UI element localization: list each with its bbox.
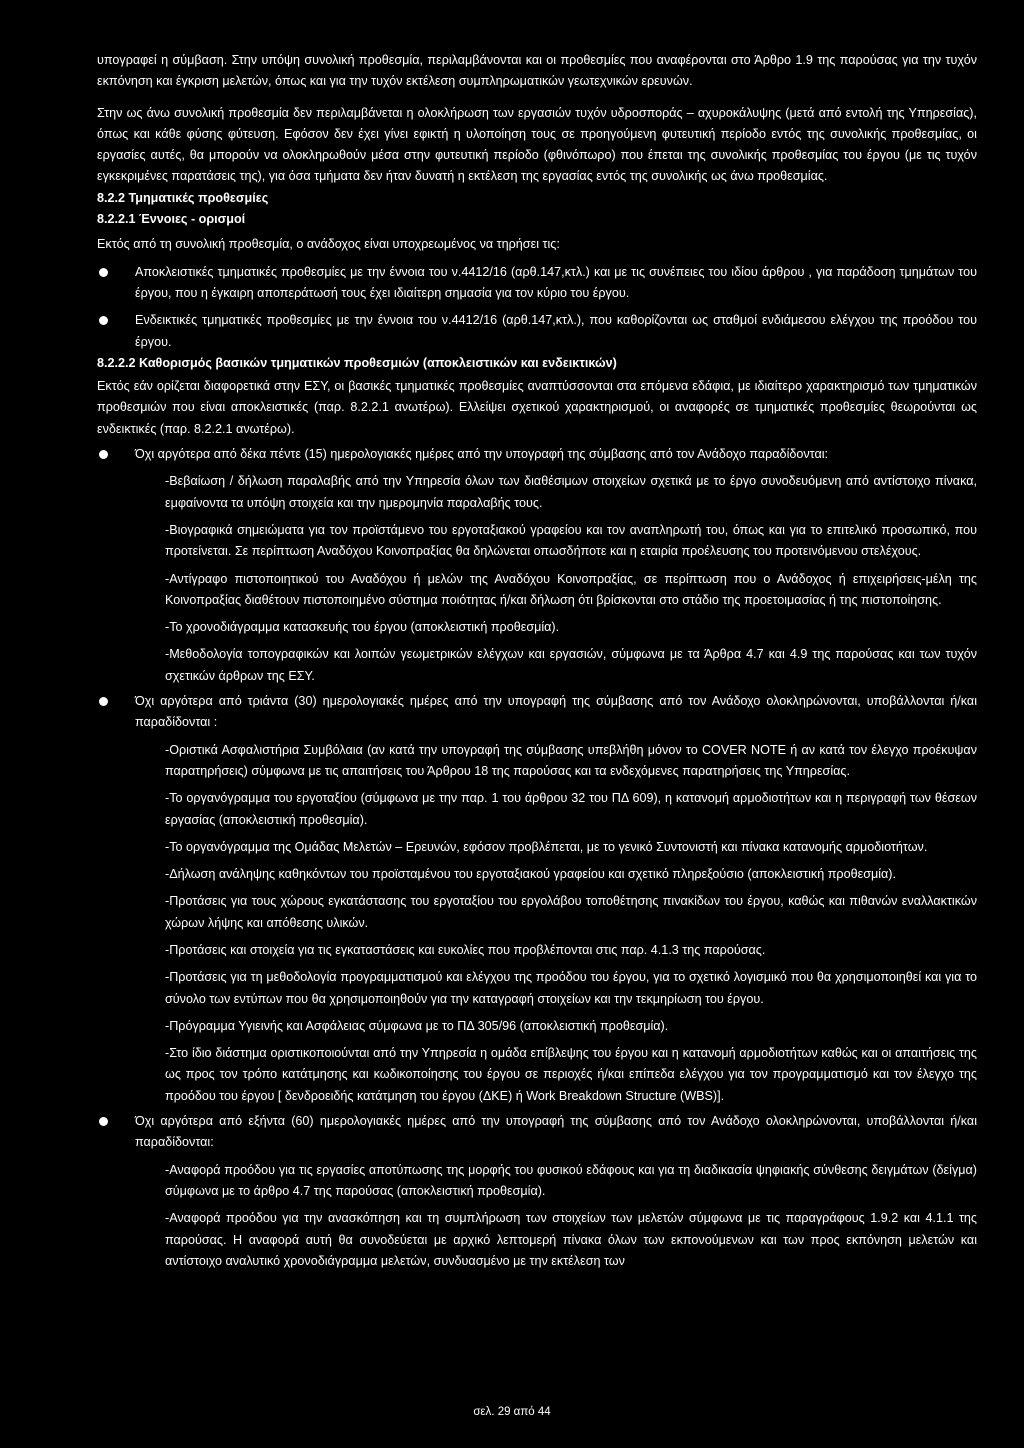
bullet-icon <box>99 316 108 325</box>
sub-item: -Το οργανόγραμμα της Ομάδας Μελετών – Ερευνών, εφόσον προβλέπεται, με το γενικό Συντονιστή και πίνακα κατανομής αρμοδιοτήτων. <box>165 839 928 854</box>
list-item-indicative-deadlines <box>97 310 977 353</box>
paragraph-overall-deadline: υπογραφεί η σύμβαση. Στην υπόψη συνολική προθεσμία, περιλαμβάνονται και οι προθεσμίες που αναφέρονται στο Άρθρο 1.9 της παρούσας για την τυχόν εκπόνηση και έγκριση μελετών, όπως και για την τυχόν εκτέλεση συμπληρωματικών γεωτεχνικών ερευνών. <box>97 53 977 89</box>
bullet-icon <box>99 1117 108 1126</box>
document-page <box>97 50 977 1272</box>
sub-item: -Προτάσεις για τους χώρους εγκατάστασης του εργοταξίου του εργολάβου τοποθέτησης πινακίδων του έργου, καθώς και πιθανών εναλλακτικών χώρων λήψης και απόθεσης υλικών. <box>165 894 977 930</box>
page-number: σελ. 29 από 44 <box>473 1406 551 1418</box>
deadline-30-days <box>97 691 977 734</box>
deadline-15-days <box>97 444 977 465</box>
bullet-icon <box>99 268 108 277</box>
sub-item: -Προτάσεις για τη μεθοδολογία προγραμματισμού και ελέγχου της προόδου του έργου, για το σχετικό λογισμικό που θα χρησιμοποιηθεί και για το σύνολο των εντύπων που θα χρησιμοποιηθούν για την καταγραφή στοιχείων και την τεκμηρίωση του έργου. <box>165 970 977 1006</box>
sub-item: -Προτάσεις και στοιχεία για τις εγκαταστάσεις και ευκολίες που προβλέπονται στις παρ. 4.1.3 της παρούσας. <box>165 942 766 957</box>
bullet-icon <box>99 697 108 706</box>
section-heading-8-2-2-2: 8.2.2.2 Καθορισμός βασικών τμηματικών προθεσμιών (αποκλειστικών και ενδεικτικών) <box>97 355 617 370</box>
sub-item: -Αναφορά προόδου για τις εργασίες αποτύπωσης της μορφής του φυσικού εδάφους και για τη διαδικασία ψηφιακής σύνθεσης δειγμάτων (δείγμα) σύμφωνα με το άρθρο 4.7 της παρούσας (αποκλειστική προθεσμία). <box>165 1162 977 1198</box>
section-heading-8-2-2: 8.2.2 Τμηματικές προθεσμίες <box>97 190 269 205</box>
list-item-exclusive-deadlines <box>97 262 977 305</box>
sub-item: -Το χρονοδιάγραμμα κατασκευής του έργου (αποκλειστική προθεσμία). <box>165 620 560 635</box>
sub-item: -Πρόγραμμα Υγιεινής και Ασφάλειας σύμφωνα με το ΠΔ 305/96 (αποκλειστική προθεσμία). <box>165 1018 669 1033</box>
sub-item: -Αντίγραφο πιστοποιητικού του Αναδόχου ή μελών της Αναδόχου Κοινοπραξίας, σε περίπτωση που ο Ανάδοχος ή επιχειρήσεις-μέλη της Κοινοπραξίας διαθέτουν πιστοποιημένο σύστημα ποιότητας ή/και δήλωση ότι βρίσκονται στο στάδιο της προετοιμασίας ή της πιστοποίησης. <box>165 571 977 607</box>
sub-item: -Το οργανόγραμμα του εργοταξίου (σύμφωνα με την παρ. 1 του άρθρου 32 του ΠΔ 609), η κατανομή αρμοδιοτήτων και η περιγραφή των θέσεων εργασίας (αποκλειστική προθεσμία). <box>165 791 977 827</box>
sub-item: -Δήλωση ανάληψης καθηκόντων του προϊσταμένου του εργοταξιακού γραφείου και σχετικό πληρεξούσιο (αποκλειστική προθεσμία). <box>165 867 896 882</box>
deadline-60-days <box>97 1111 977 1154</box>
paragraph-planting-exception: Στην ως άνω συνολική προθεσμία δεν περιλαμβάνεται η ολοκλήρωση των εργασιών τυχόν υδροσποράς – αχυροκάλυψης (μετά από εντολή της Υπηρεσίας), όπως και κάθε φύσης φύτευση. Εφόσον δεν έχει γίνει εφικτή η υλοποίηση τους σε προηγούμενη φυτευτική περίοδο εντός της συνολικής προθεσμίας, οι εργασίες αυτές, θα μπορούν να ολοκληρωθούν μέσα στην φυτευτική περίοδο (φθινόπωρο) που έπεται της συνολικής προθεσμίας του έργου (με τις τυχόν εγκεκριμένες παρατάσεις της), για όσα τμήματα δεν ήταν δυνατή η εκτέλεση της εργασίας εντός της συνολικής ως άνω προθεσμίας. <box>97 105 977 184</box>
sub-item: -Οριστικά Ασφαλιστήρια Συμβόλαια (αν κατά την υπογραφή της σύμβασης υπεβλήθη μόνον το COVER NOTE ή αν κατά τον έλεγχο προέκυψαν παρατηρήσεις) σύμφωνα με τις απαιτήσεις του Άρθρου 18 της παρούσας και τα ενδεχόμενες παρατηρήσεις της Υπηρεσίας. <box>165 742 977 778</box>
deadline-text: Όχι αργότερα από δέκα πέντε (15) ημερολογιακές ημέρες από την υπογραφή της σύμβασης από τον Ανάδοχο παραδίδονται: <box>135 447 829 462</box>
sub-item: -Στο ίδιο διάστημα οριστικοποιούνται από την Υπηρεσία η ομάδα επίβλεψης του έργου και η κατανομή αρμοδιοτήτων καθώς και οι απαιτήσεις της ως προς τον τρόπο κατάτμησης και κωδικοποίησης του έργου σε περιοχές ή/και επίπεδα ελέγχου για τον προγραμματισμό και τον έλεγχο της προόδου του έργου [ δενδροειδής κατάτμηση του έργου (ΔΚΕ) ή Work Breakdown Structure (WBS)]. <box>165 1046 977 1103</box>
deadline-text: Όχι αργότερα από τριάντα (30) ημερολογιακές ημέρες από την υπογραφή της σύμβασης από τον Ανάδοχο ολοκληρώνονται, υποβάλλονται ή/και παραδίδονται : <box>135 694 977 730</box>
bullet-icon <box>99 450 108 459</box>
section-heading-8-2-2-1: 8.2.2.1 Έννοιες - ορισμοί <box>97 212 246 227</box>
sub-item: -Βιογραφικά σημειώματα για τον προϊστάμενο του εργοταξιακού γραφείου και τον αναπληρωτή του, όπως και για το επιτελικό προσωπικό, που προτείνεται. Σε περίπτωση Αναδόχου Κοινοπραξίας θα δηλώνεται οπωσδήποτε και η εταιρία προέλευσης του προτεινόμενου στελέχους. <box>165 522 977 559</box>
list-item-text: Ενδεικτικές τμηματικές προθεσμίες με την έννοια του ν.4412/16 (αρθ.147,κτλ.), που καθορίζονται ως σταθμοί ενδιάμεσου ελέγχου της προόδου του έργου. <box>135 313 977 349</box>
paragraph-intro-deadlines: Εκτός από τη συνολική προθεσμία, ο ανάδοχος είναι υποχρεωμένος να τηρήσει τις: <box>97 237 560 252</box>
deadline-text: Όχι αργότερα από εξήντα (60) ημερολογιακές ημέρες από την υπογραφή της σύμβασης από τον Ανάδοχο ολοκληρώνονται, υποβάλλονται ή/και παραδίδονται: <box>135 1114 977 1150</box>
list-item-text: Αποκλειστικές τμηματικές προθεσμίες με την έννοια του ν.4412/16 (αρθ.147,κτλ.) και με τις συνέπειες του ιδίου άρθρου , για παράδοση τμημάτων του έργου, που η έγκαιρη αποπεράτωσή τους έχει ιδιαίτερη σημασία για τον κύριο του έργου. <box>135 264 977 300</box>
paragraph-intro-basic-deadlines: Εκτός εάν ορίζεται διαφορετικά στην ΕΣΥ, οι βασικές τμηματικές προθεσμίες αναπτύσσονται στα επόμενα εδάφια, με ιδιαίτερο χαρακτηρισμό των τμηματικών προθεσμιών που είναι αποκλειστικές (παρ. 8.2.2.1 ανωτέρω). Ελλείψει σχετικού χαρακτηρισμού, οι αναφορές σε τμηματικές προθεσμίες θεωρούνται ως ενδεικτικές (παρ. 8.2.2.1 ανωτέρω). <box>97 379 977 436</box>
sub-item: -Βεβαίωση / δήλωση παραλαβής από την Υπηρεσία όλων των διαθέσιμων στοιχείων σχετικά με το έργο συνοδευόμενη από αντίστοιχο πίνακα, εμφαίνοντα τα υπόψη στοιχεία και την ημερομηνία παραλαβής τους. <box>165 474 977 510</box>
sub-item: -Αναφορά προόδου για την ανασκόπηση και τη συμπλήρωση των στοιχείων των μελετών σύμφωνα με τις παραγράφους 1.9.2 και 4.1.1 της παρούσας. Η αναφορά αυτή θα συνοδεύεται με αρχικό λεπτομερή πίνακα όλων των εκπονούμενων και των προς εκπόνηση μελετών και αντίστοιχο αναλυτικό χρονοδιάγραμμα μελετών, συνδυασμένο με την εκτέλεση των <box>165 1211 977 1268</box>
sub-item: -Μεθοδολογία τοπογραφικών και λοιπών γεωμετρικών ελέγχων και εργασιών, σύμφωνα με τα Άρθρα 4.7 και 4.9 της παρούσας και των τυχόν σχετικών άρθρων της ΕΣΥ. <box>165 647 977 683</box>
